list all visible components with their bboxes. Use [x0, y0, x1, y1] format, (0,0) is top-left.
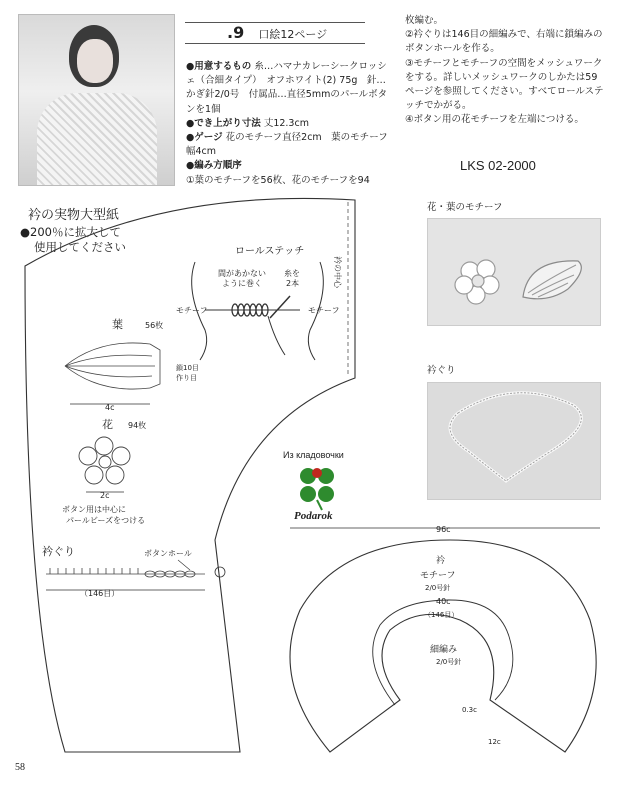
pattern-number: .9 [227, 23, 245, 42]
instruction-line: 枚編む。 [405, 15, 444, 26]
roll-stitch-title: ロールステッチ [235, 246, 305, 257]
spec-step1: ①葉のモチーフを56枚、花のモチーフを94 [186, 174, 370, 186]
collar-hook1: 2/0号針 [425, 584, 451, 592]
flower-note2: パールビーズをつける [66, 516, 146, 525]
neckline-stitches: （146目） [80, 589, 120, 598]
watermark-signature: Podarok [294, 510, 333, 522]
motif-photo-caption: 花・葉のモチーフ [427, 202, 503, 213]
instruction-line: ④ボタン用の花モチーフを左端につける。 [405, 114, 584, 126]
collar-label: 衿 [436, 556, 446, 566]
instruction-line: ②衿ぐりは146目の細編みで、右端に鎖編みのボタンホールを作る。 [405, 29, 603, 55]
flower-label: 花 [102, 418, 113, 431]
roll-stitch-motif-left: モチーフ [176, 306, 208, 315]
leaf-count: 56枚 [145, 321, 164, 330]
roll-stitch-note3: 糸を [284, 269, 300, 278]
collar-width: 96c [436, 525, 451, 534]
collar-gap: 0.3c [462, 706, 477, 714]
neckline-stitch-row [46, 568, 205, 577]
spec-gauge: ●ゲージ 花のモチーフ直径2cm 葉のモチーフ幅4cm [186, 132, 388, 158]
spec-size: ●でき上がり寸法 丈12.3cm [186, 117, 309, 129]
spec-materials: ●用意するもの 糸…ハマナカレーシークロッシェ（合細タイプ） オフホワイト(2) 75g 針…かぎ針2/0号 付属品…直径5mmのパールボタンを1個 [186, 61, 388, 115]
step-marker [215, 567, 225, 577]
roll-stitch-note2: ように巻く [222, 279, 262, 288]
pattern-paper-note: ●200％に拡大して 使用してください [20, 225, 126, 254]
spec-order: ●編み方順序 [186, 160, 242, 172]
flower-chart [79, 437, 130, 484]
leaf-chart [65, 343, 160, 389]
leaf-chain-note2: 作り目 [176, 374, 197, 382]
collar-depth: 12c [488, 738, 501, 746]
buttonhole-leader [178, 560, 190, 570]
instruction-line: ③モチーフとモチーフの空間をメッシュワークをする。詳しいメッシュワークのしかたは59ページを参照してください。すべてロールステッチでかがる。 [405, 57, 604, 112]
leaf-width: 4c [105, 403, 115, 412]
flower-count: 94枚 [128, 421, 147, 430]
flower-note1: ボタン用は中心に [62, 505, 126, 514]
clover-watermark [300, 468, 334, 510]
neckline-photo-caption: 衿ぐり [427, 365, 456, 376]
neckline-label: 衿ぐり [42, 545, 75, 558]
flower-width: 2c [100, 491, 110, 500]
collar-motif-label: モチーフ [420, 571, 456, 581]
collar-inner-stitches: （146目） [424, 611, 459, 619]
leaf-label: 葉 [112, 318, 123, 331]
page-number: 58 [15, 762, 25, 773]
pattern-paper-title: 衿の実物大型紙 [28, 208, 120, 223]
buttonhole-label: ボタンホール [144, 549, 192, 558]
roll-stitch-motif-right: モチーフ [308, 306, 340, 315]
collar-band-label: 細編み [430, 645, 458, 655]
roll-stitch-note4: 2本 [286, 279, 300, 288]
roll-stitch-note1: 間があかない [218, 269, 266, 278]
collar-inner-width: 40c [436, 597, 451, 606]
watermark-text: Из кладовочки [283, 450, 344, 460]
center-label: 衿の中心 [333, 256, 342, 288]
lks-label: LKS 02-2000 [460, 158, 536, 173]
page-reference: 口絵12ページ [258, 28, 328, 41]
collar-hook2: 2/0号針 [436, 658, 462, 666]
leaf-chain-note1: 鎖10目 [176, 364, 199, 372]
